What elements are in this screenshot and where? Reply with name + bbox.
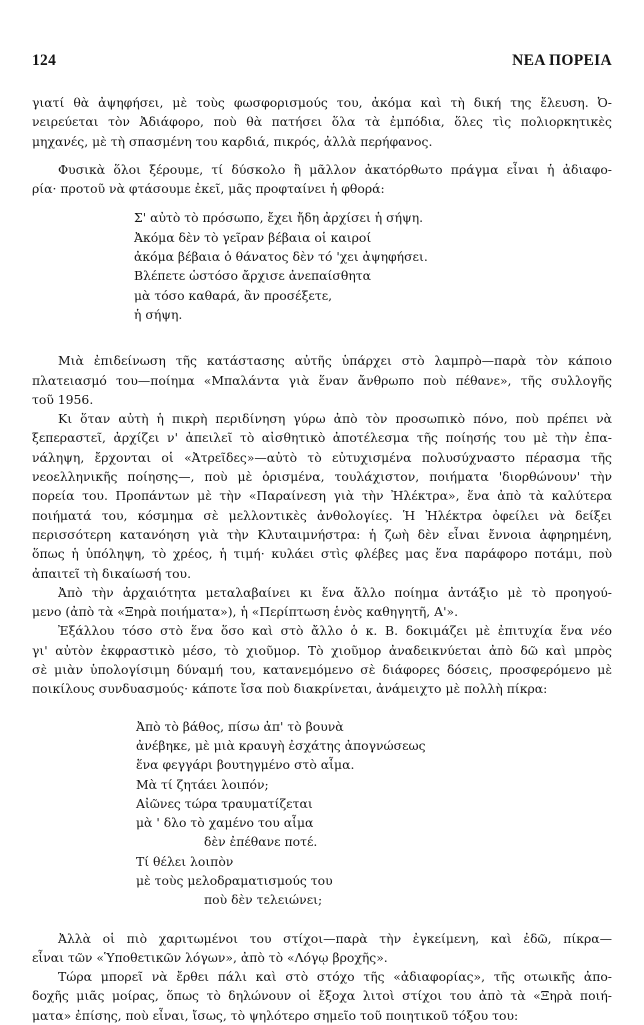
poem-quote-2 — [32, 717, 612, 910]
poem-quote-1 — [32, 208, 612, 324]
text-line: πλατειασμό του—ποίημα «Μπαλάντα γιὰ ἕναν ἄνθρωπο ποὺ πέθανε», τῆς συλλογῆς — [32, 372, 612, 388]
text-line: ὅπως ἡ ὑπόληψη, τὸ χρέος, ἡ τιμή· κυλάει στὶς φλέβες μας ἕνα παράφορο ποτάμι, ποὺ — [32, 546, 612, 562]
text-line: νειρεύεται τὸν Ἀδιάφορο, ποὺ θὰ πατήσει ὅλα τὰ ἐμπόδια, ὅλες τὶς πολιορκητικὲς — [32, 114, 612, 130]
poem-line: ἀνέβηκε, μὲ μιὰ κραυγὴ ἐσχάτης ἀπογνώσεως — [136, 737, 426, 753]
text-line: ποιήματά του, κόσμημα σὲ μελλοντικὲς ἀνθολογίες. Ἡ Ἠλέκτρα ὀφείλει νὰ δείξει — [32, 507, 612, 523]
text-line: μενο (ἀπὸ τὰ «Ξηρὰ ποιήματα»), ἡ «Περίπτωση ἑνὸς καθηγητῆ, Α'». — [32, 604, 459, 620]
poem-line: Ἀπὸ τὸ βάθος, πίσω ἀπ' τὸ βουνὰ — [136, 718, 344, 734]
text-line: νάληψη, ἔρχονται οἱ «Ἀτρεῖδες»—αὐτὸ τὸ εὐτυχισμένα πολυσύχναστο πέρασμα τῆς — [32, 449, 612, 465]
paragraph-3 — [32, 351, 612, 409]
text-line: δοχῆς μιᾶς μοίρας, ὅπως τὸ δηλώνουν οἱ ἔξοχα λιτοὶ στίχοι του ἀπὸ τὰ «Ξηρὰ ποιή- — [32, 988, 612, 1004]
text-line: Ἀπὸ τὴν ἀρχαιότητα μεταλαβαίνει κι ἕνα ἄλλο ποίημα ἀντάξιο μὲ τὸ προηγού- — [58, 584, 612, 600]
text-line: ἀπαιτεῖ τὴ δικαίωσή του. — [32, 565, 192, 581]
text-line: Ἀλλὰ οἱ πιὸ χαριτωμένοι του στίχοι—παρὰ τὴν ἐγκείμενη, καὶ ἐδῶ, πίκρα— — [58, 930, 612, 946]
paragraph-8 — [32, 967, 612, 1025]
text-line: Ἐξάλλου τόσο στὸ ἕνα ὅσο καὶ στὸ ἄλλο ὁ κ. Β. δοκιμάζει μὲ ἐπιτυχία ἕνα νέο — [58, 623, 612, 639]
text-line: γι' αὐτὸν ἐκφραστικὸ μέσο, τὸ χιοῦμορ. Τὸ χιοῦμορ ἀναδεικνύεται ἀπὸ δῶ καὶ μπρὸς — [32, 642, 612, 658]
text-line: ρία· προτοῦ νὰ φτάσουμε ἐκεῖ, μᾶς προφταίνει ἡ φθορά: — [32, 181, 385, 197]
text-line: Φυσικὰ ὅλοι ξέρουμε, τί δύσκολο ἢ μᾶλλον ἀκατόρθωτο πράγμα εἶναι ἡ ἀδιαφο- — [58, 161, 612, 177]
poem-line: Ἀκόμα δὲν τὸ γεῖραν βέβαια οἱ καιροί — [134, 229, 372, 245]
poem-line: ἡ σήψη. — [134, 306, 183, 322]
poem-line: δὲν ἐπέθανε ποτέ. — [204, 834, 318, 850]
poem-line: Σ' αὐτὸ τὸ πρόσωπο, ἔχει ἤδη ἀρχίσει ἡ σήψη. — [134, 210, 424, 226]
text-line: ποικίλους συνδυασμούς· κάποτε ἴσα ποὺ διακρίνεται, ἀνάμειχτο μὲ πολλὴ πίκρα: — [32, 681, 548, 697]
poem-line: Αἰῶνες τώρα τραυματίζεται — [136, 795, 313, 811]
paragraph-5 — [32, 583, 612, 622]
poem-line: μὰ ' δλο τὸ χαμένο του αἷμα — [136, 815, 314, 831]
text-line: Κι ὅταν αὐτὴ ἡ πικρὴ περιδίνηση γύρω ἀπὸ τὸν προσωπικὸ πόνο, ποὺ πρέπει νὰ — [58, 411, 612, 427]
poem-line: Τί θέλει λοιπὸν — [136, 853, 234, 869]
text-line: Τώρα μπορεῖ νὰ ἔρθει πάλι καὶ στὸ στόχο τῆς «ἀδιαφορίας», τῆς οτωικῆς ἀπο- — [58, 969, 612, 985]
paragraph-6 — [32, 621, 612, 698]
text-line: νεοελληνικῆς ποίησης—, ποὺ μὲ ὁρισμένα, τουλάχιστον, ποιήματα 'διορθώνουν' τὴν — [32, 469, 612, 485]
running-title: ΝΕΑ ΠΟΡΕΙΑ — [512, 52, 612, 69]
paragraph-4 — [32, 409, 612, 583]
paragraph-7 — [32, 929, 612, 968]
text-line: σὲ μιὰν ὑπολογίσιμη δύναμή του, κατανεμόμενο σὲ διάφορες δόσεις, προσφερόμενο μὲ — [32, 662, 612, 678]
body-text — [32, 93, 612, 1025]
paragraph-2 — [32, 160, 612, 199]
poem-line: ἕνα φεγγάρι βουτηγμένο στὸ αἷμα. — [136, 757, 355, 773]
text-line: μηχανές, μὲ τὴ σπασμένη του καρδιά, πικρός, ἀλλὰ περήφανος. — [32, 133, 433, 149]
text-line: Μιὰ ἐπιδείνωση τῆς κατάστασης αὐτῆς ὑπάρχει στὸ λαμπρὸ—παρὰ τὸν κάποιο — [58, 353, 612, 369]
text-line: πορεία του. Προπάντων μὲ τὴν «Παραίνεση γιὰ τὴν Ἠλέκτρα», ἕνα ἀπὸ τὰ καλύτερα — [32, 488, 612, 504]
text-line: γιατί θὰ ἀψηφήσει, μὲ τοὺς φωσφορισμούς του, ἀκόμα καὶ τὴ δική της ἔλευση. Ὀ- — [32, 95, 612, 110]
poem-line: μὲ τοὺς μελοδραματισμούς του — [136, 872, 333, 888]
text-line: περισσότερη κατανόηση γιὰ τὴν Κλυταιμνήστρα: ἡ ζωὴ δὲν εἶναι ἔννοια ἀφηρημένη, — [32, 526, 612, 542]
text-line: ματα» ἐπίσης, ποὺ εἶναι, ἴσως, τὸ ψηλότερο σημεῖο τοῦ ποιητικοῦ τόξου του: — [32, 1007, 519, 1023]
poem-line: Βλέπετε ὡστόσο ἄρχισε ἀνεπαίσθητα — [134, 268, 371, 284]
poem-line: ἀκόμα βέβαια ὁ θάνατος δὲν τό 'χει ἀψηφήσει. — [134, 249, 428, 265]
text-line: τοῦ 1956. — [32, 391, 94, 407]
page-number: 124 — [32, 52, 57, 69]
poem-line: Μὰ τί ζητάει λοιπόν; — [136, 776, 269, 792]
poem-line: ποὺ δὲν τελειώνει; — [204, 892, 323, 908]
text-line: ξεπεραστεῖ, ἀρχίζει ν' ἀπειλεῖ τὸ αἰσθητικὸ ἀποτέλεσμα τῆς ποίησής του μὲ τὴν ἐπα- — [32, 430, 612, 446]
poem-line: μὰ τόσο καθαρά, ἂν προσέξετε, — [134, 287, 333, 303]
page-header — [32, 52, 612, 70]
text-line: εἶναι τῶν «Ὑποθετικῶν λόγων», ἀπὸ τὸ «Λόγῳ βροχῆς». — [32, 949, 388, 965]
paragraph-1 — [32, 93, 612, 151]
